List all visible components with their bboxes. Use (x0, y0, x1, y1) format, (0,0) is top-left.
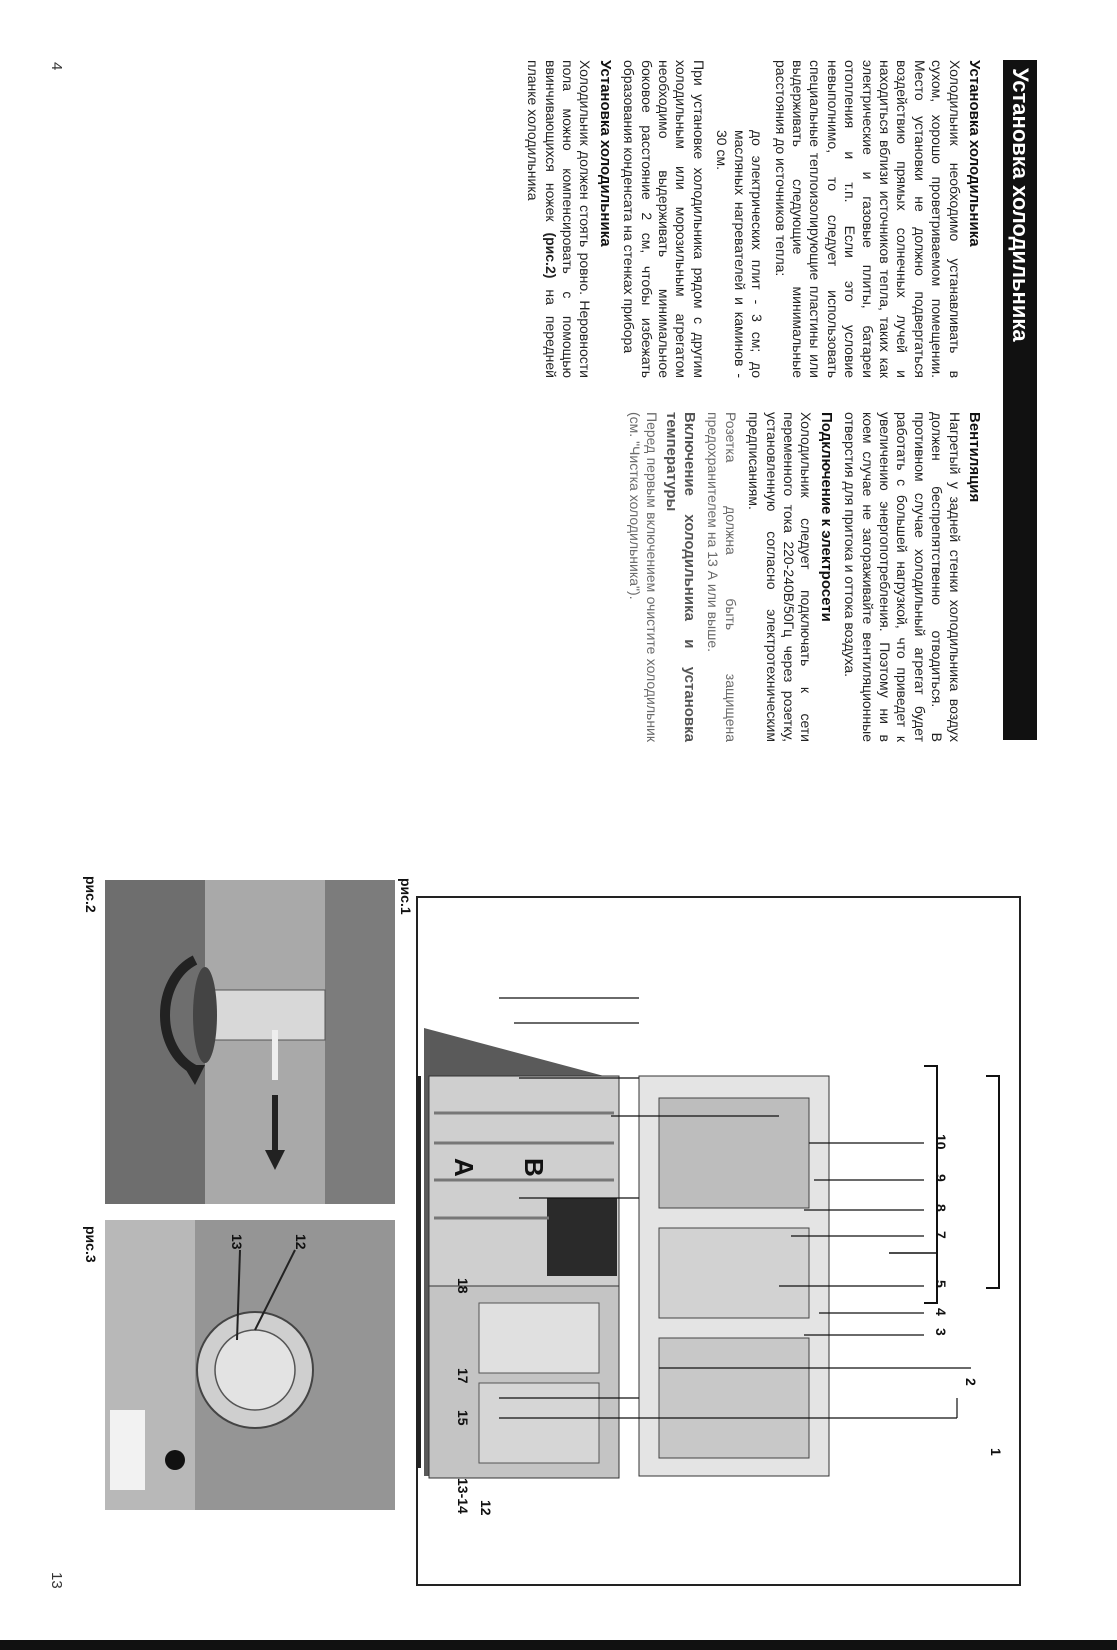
bracket-a (986, 1076, 999, 1288)
callout-1: 1 (988, 1448, 1004, 1456)
callout-3: 3 (933, 1328, 949, 1336)
switch-on-section (625, 412, 698, 742)
callout-8: 8 (933, 1204, 949, 1212)
page-number-left: 4 (48, 62, 65, 71)
figure-2-caption: рис.2 (83, 876, 99, 913)
heading-power: Подключение к электросети (817, 412, 835, 622)
section-label-a: A (449, 1158, 479, 1177)
page-title: Установка холодильника (1003, 60, 1037, 740)
paragraph-leveling (524, 60, 594, 378)
fridge-body (418, 1028, 619, 1478)
figure-1-frame (416, 896, 1021, 1586)
paragraph-placement: Холодильник необходимо устанавливать в сухом, хорошо проветриваемом помещении. Место установки не должно подвергаться воздействию прямых солнечных лучей и находиться вблизи источников тепла, таких как электрические и газовые плиты, батареи отопления и т.п. Если это условие невыполнимо, то следует использовать специальные теплоизолирующие пластины или выдерживать следующие минимальные расстояния до источников тепла: (772, 60, 963, 378)
fridge-door (639, 1076, 829, 1476)
paragraph-switch-on: Перед первым включением очистите холодильник (см. "Чистка холодильника"). (626, 412, 661, 742)
callout-17: 17 (455, 1368, 471, 1384)
section-label-b: B (519, 1158, 549, 1177)
heading-ventilation: Вентиляция (966, 412, 983, 503)
bracket-b (924, 1066, 937, 1303)
paragraph-distances: до электрических плит - 3 см; до масляных нагревателей и каминов - 30 см. (714, 130, 766, 378)
page-number-right: 13 (48, 1572, 65, 1589)
fig3-callout-13: 13 (229, 1234, 245, 1250)
callout-13-14: 13-14 (455, 1478, 471, 1514)
paragraph-power: Холодильник следует подключать к сети переменного тока 220-240В/50Гц через розетку, установленную согласно электротехническим предписаниям. (746, 412, 815, 742)
callout-9: 9 (933, 1174, 949, 1182)
callout-7: 7 (933, 1231, 949, 1239)
text-column-2 (619, 412, 989, 742)
heading-installation: Установка холодильника (966, 60, 983, 247)
figure-3-photo (105, 1220, 395, 1510)
callout-18: 18 (455, 1278, 471, 1294)
callout-15: 15 (455, 1410, 471, 1426)
leveling-text-1: Холодильник должен стоять ровно. Неровности пола можно компенсировать с помощью ввинчивающихся ножек (542, 60, 594, 378)
paragraph-ventilation: Нагретый у задней стенки холодильника воздух должен беспрепятственно отводиться. В противном случае холодильный агрегат будет работать с большей нагрузкой, что приведет к увеличению энергопотребления. Поэтому ни в коем случае не загораживайте вентиляционные отверстия для притока и оттока воздуха. (842, 412, 963, 742)
fridge-illustration (418, 898, 1019, 1584)
paragraph-side-gap: При установке холодильника рядом с другим холодильным или морозильным агрегатом необходимо выдерживать минимальное боковое расстояние 2 см, чтобы избежать образования конденсата на стенках прибора (621, 60, 707, 378)
heading-leveling: Установка холодильника (596, 60, 614, 247)
leveling-fig-ref: (рис.2) (542, 232, 559, 279)
heading-switch-on: Включение холодильника и установка температуры (663, 412, 698, 742)
leveling-text-2: на передней планке холодильника (525, 60, 559, 378)
paragraph-fuse: Розетка должна быть защищена предохранителем на 13 А или выше. (705, 412, 739, 742)
callout-5: 5 (933, 1280, 949, 1288)
figure-3-caption: рис.3 (83, 1226, 99, 1263)
callout-4: 4 (933, 1308, 949, 1316)
figure-2-photo (105, 880, 395, 1204)
bottom-scan-edge (0, 1640, 1117, 1650)
callout-2: 2 (963, 1378, 979, 1386)
fig3-callout-12: 12 (293, 1234, 309, 1250)
thermostat-illustration (105, 1220, 395, 1510)
callout-10: 10 (933, 1134, 949, 1150)
adjustable-foot-illustration (105, 880, 395, 1204)
callout-12: 12 (478, 1500, 494, 1516)
text-column-1 (518, 60, 989, 378)
figure-1-caption: рис.1 (398, 878, 414, 915)
